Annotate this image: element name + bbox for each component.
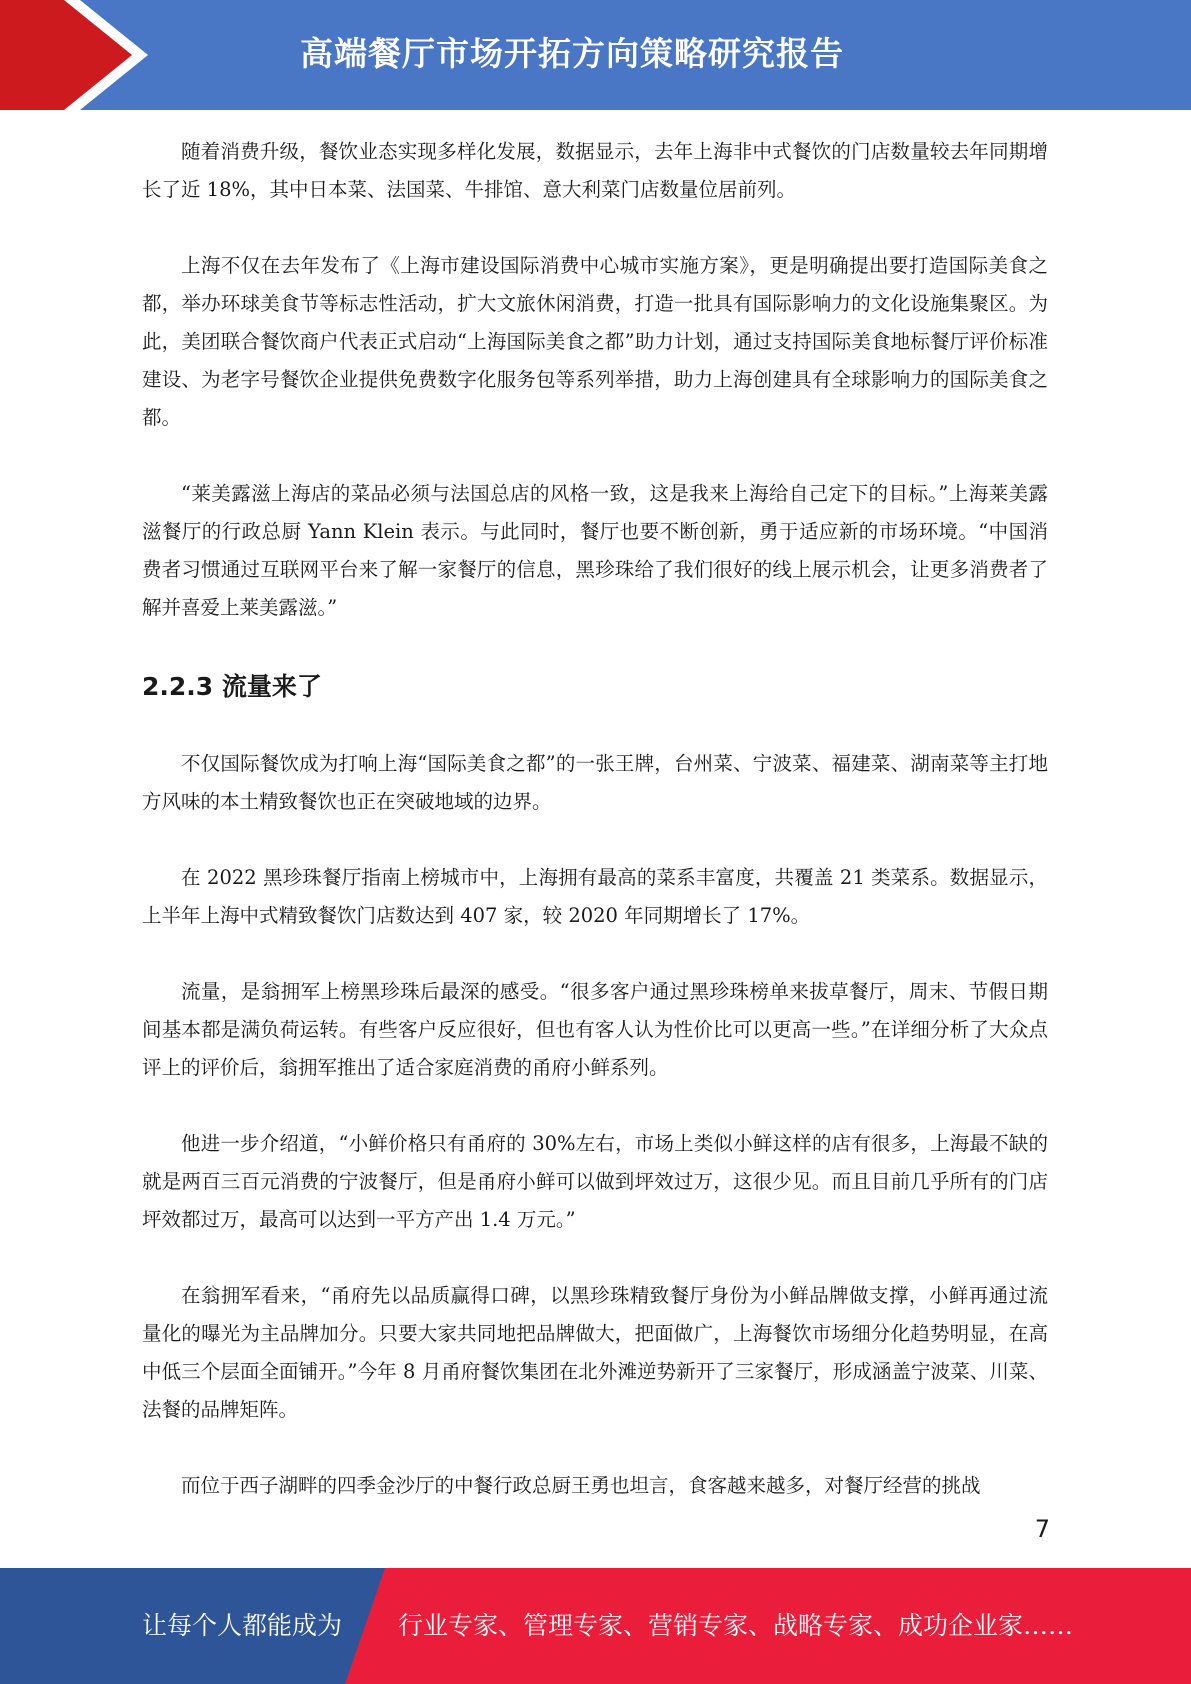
body-paragraph: 在翁拥军看来，“甬府先以品质赢得口碑，以黑珍珠精致餐厅身份为小鲜品牌做支撑，小鲜再通过流量化的曝光为主品牌加分。只要大家共同地把品牌做大，把面做广，上海餐饮市场细分化趋势明显，在高中低三个层面全面铺开。”今年 8 月甬府餐饮集团在北外滩逆势新开了三家餐厅，形成涵盖宁波菜、川菜、法餐的品牌矩阵。 — [142, 1284, 1048, 1421]
footer-slogan-left: 让每个人都能成为 — [142, 1611, 343, 1640]
report-title: 高端餐厅市场开拓方向策略研究报告 — [300, 34, 844, 73]
section-heading: 2.2.3 流量来了 — [142, 672, 322, 701]
body-paragraph: 而位于西子湖畔的四季金沙厅的中餐行政总厨王勇也坦言，食客越来越多，对餐厅经营的挑战 — [181, 1474, 981, 1497]
body-paragraph: 流量，是翁拥军上榜黑珍珠后最深的感受。“很多客户通过黑珍珠榜单来拔草餐厅，周末、节假日期间基本都是满负荷运转。有些客户反应很好，但也有客人认为性价比可以更高一些。”在详细分析了大众点评上的评价后，翁拥军推出了适合家庭消费的甬府小鲜系列。 — [142, 980, 1048, 1079]
body-paragraph: 不仅国际餐饮成为打响上海“国际美食之都”的一张王牌，台州菜、宁波菜、福建菜、湖南菜等主打地方风味的本土精致餐饮也正在突破地域的边界。 — [142, 752, 1048, 813]
page-number: 7 — [1034, 1515, 1050, 1543]
body-paragraph: 在 2022 黑珍珠餐厅指南上榜城市中，上海拥有最高的菜系丰富度，共覆盖 21 类菜系。数据显示，上半年上海中式精致餐饮门店数达到 407 家，较 2020 年同期增长了 17%。 — [142, 866, 1048, 927]
footer-banner — [0, 1568, 1191, 1684]
document-body — [142, 133, 1048, 1505]
body-paragraph: 上海不仅在去年发布了《上海市建设国际消费中心城市实施方案》，更是明确提出要打造国际美食之都，举办环球美食节等标志性活动，扩大文旅休闲消费，打造一批具有国际影响力的文化设施集聚区。为此，美团联合餐饮商户代表正式启动“上海国际美食之都”助力计划，通过支持国际美食地标餐厅评价标准建设、为老字号餐饮企业提供免费数字化服务包等系列举措，助力上海创建具有全球影响力的国际美食之都。 — [142, 254, 1048, 429]
body-paragraph: 他进一步介绍道，“小鲜价格只有甬府的 30%左右，市场上类似小鲜这样的店有很多，上海最不缺的就是两百三百元消费的宁波餐厅，但是甬府小鲜可以做到坪效过万，这很少见。而且目前几乎所有的门店坪效都过万，最高可以达到一平方产出 1.4 万元。” — [142, 1132, 1048, 1231]
body-paragraph: “莱美露滋上海店的菜品必须与法国总店的风格一致，这是我来上海给自己定下的目标。”上海莱美露滋餐厅的行政总厨 Yann Klein 表示。与此同时，餐厅也要不断创新，勇于适应新的市场环境。“中国消费者习惯通过互联网平台来了解一家餐厅的信息，黑珍珠给了我们很好的线上展示机会，让更多消费者了解并喜爱上莱美露滋。” — [142, 482, 1048, 619]
body-paragraph: 随着消费升级，餐饮业态实现多样化发展，数据显示，去年上海非中式餐饮的门店数量较去年同期增长了近 18%，其中日本菜、法国菜、牛排馆、意大利菜门店数量位居前列。 — [142, 140, 1048, 201]
header-banner — [0, 0, 1191, 110]
footer-slogan-right: 行业专家、管理专家、营销专家、战略专家、成功企业家…… — [398, 1611, 1074, 1640]
